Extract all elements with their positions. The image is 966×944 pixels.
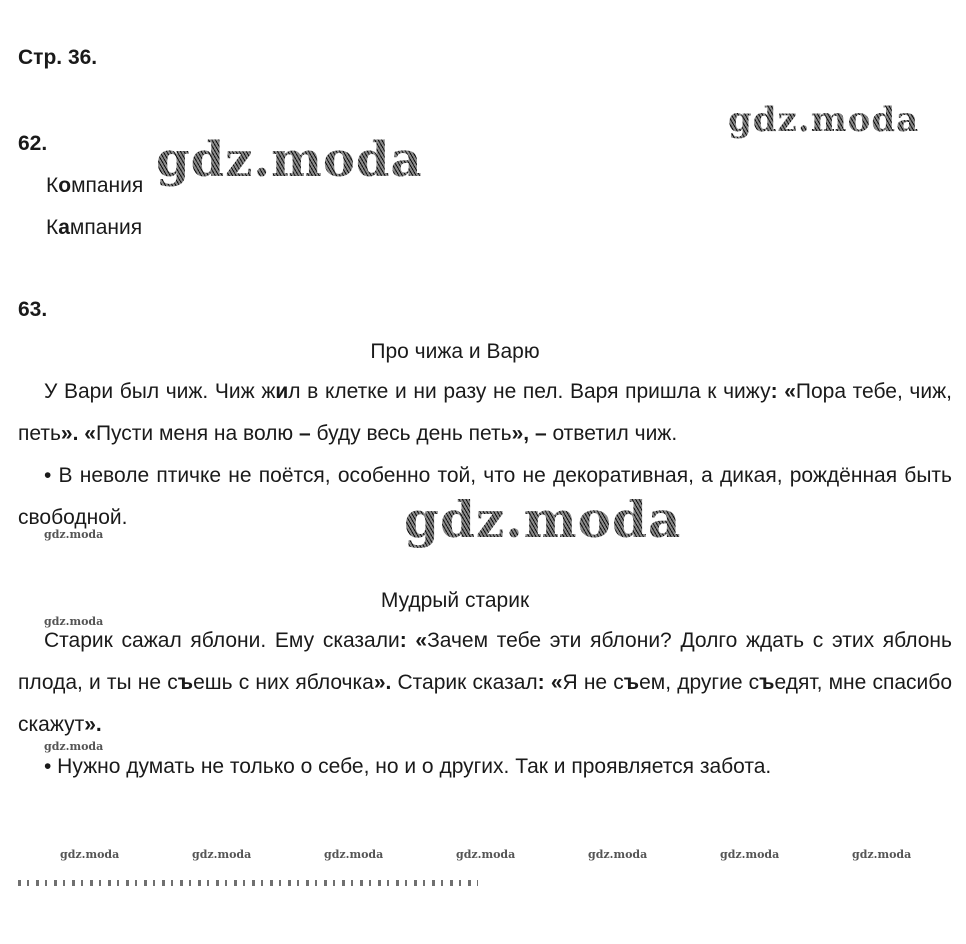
watermark-small: gdz.moda: [44, 740, 104, 753]
word-kampaniya: Кампания: [46, 216, 143, 239]
cut-off-text-line: [18, 880, 478, 886]
task-number-62: 62.: [18, 132, 48, 155]
watermark-large: gdz.moda: [156, 132, 423, 188]
task-number-63: 63.: [18, 298, 48, 321]
story-paragraph-chizh: У Вари был чиж. Чиж жил в клетке и ни разу не пел. Варя пришла к чижу: «Пора тебе, чиж, петь». «Пусти меня на волю – буду весь день петь», – ответил чиж.: [18, 380, 952, 445]
story-conclusion-starik: • Нужно думать не только о себе, но и о других. Так и проявляется забота.: [44, 755, 772, 778]
word-kompaniya: Компания: [46, 174, 144, 197]
watermark-small: gdz.moda: [852, 848, 912, 861]
story-title-chizh: Про чижа и Варю: [370, 340, 540, 363]
watermark-large: gdz.moda: [728, 100, 920, 140]
story-conclusion-chizh: • В неволе птичке не поётся, особенно той, что не декоративная, а дикая, рождённая быть свободной.: [18, 464, 952, 529]
story-paragraph-starik: Старик сажал яблони. Ему сказали: «Зачем тебе эти яблони? Долго ждать с этих яблонь плода, и ты не съешь с них яблочка». Старик сказал: «Я не съем, другие съедят, мне спасибо скажут».: [18, 629, 952, 736]
watermark-small: gdz.moda: [456, 848, 516, 861]
watermark-large: gdz.moda: [404, 490, 682, 549]
watermark-small: gdz.moda: [60, 848, 120, 861]
page-number: Стр. 36.: [18, 46, 98, 69]
watermark-small: gdz.moda: [324, 848, 384, 861]
watermark-small: gdz.moda: [720, 848, 780, 861]
watermark-small: gdz.moda: [192, 848, 252, 861]
watermark-small: gdz.moda: [588, 848, 648, 861]
story-title-starik: Мудрый старик: [380, 589, 530, 612]
watermark-small: gdz.moda: [44, 615, 104, 628]
watermark-small: gdz.moda: [44, 528, 104, 541]
